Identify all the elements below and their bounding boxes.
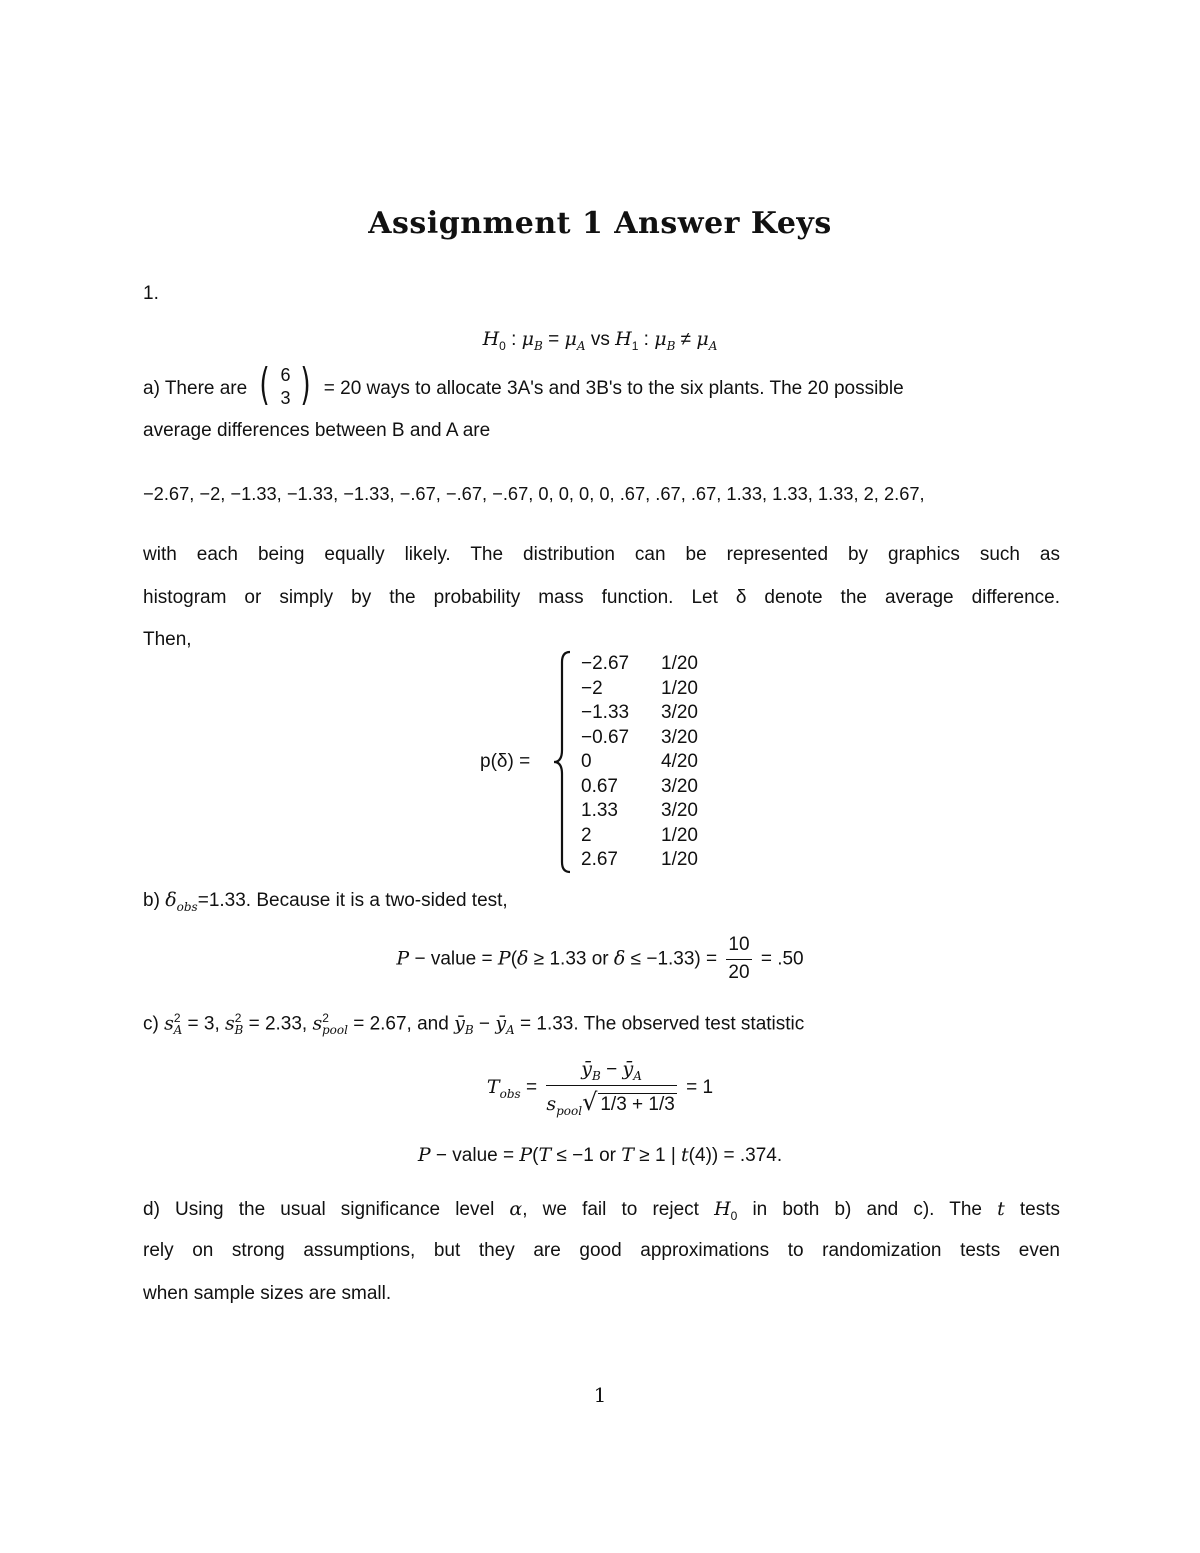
- pmf-value: −2.67: [581, 653, 630, 674]
- pmf-row: [581, 750, 721, 775]
- pmf-probability: 1/20: [661, 653, 698, 674]
- pmf-probability: 1/20: [661, 824, 698, 846]
- pmf-row: [581, 701, 721, 726]
- fraction-denominator: 20: [728, 961, 750, 983]
- part-c-pvalue-equation: P − value = P(T ≤ −1 or T ≥ 1 | t(4)) = .374.: [417, 1144, 783, 1166]
- part-a-line-4: histogram or simply by the probability mass function. Let δ denote the average difference.: [143, 587, 1060, 608]
- pmf-row: [581, 799, 721, 824]
- t-statistic-fraction: [546, 1058, 677, 1118]
- hypotheses-equation: $H_0$ : $\mu_B = \mu_A$ vs $H_1$ : $\mu_B \ne \mu_A$: [482, 328, 718, 353]
- part-b-pvalue-equation: P − value = P(δ ≥ 1.33 or δ ≤ −1.33) = $\frac{10}{20}$ = .50: [396, 934, 804, 983]
- part-c-text: c) $s^2_A = 3$, $s^2_B = 2.33$, $s^2_{pool} = 2.67$, and $ȳ_B$ − $ȳ_A = 1.33$. The observed test statistic: [143, 1011, 805, 1038]
- pmf-value: 0.67: [581, 775, 618, 797]
- pmf-value: −2: [581, 677, 603, 699]
- t-denominator: $s_{pool}√$ 1/3 + 1/3: [546, 1088, 675, 1118]
- page-title: Assignment 1 Answer Keys: [368, 206, 832, 241]
- binom-bottom: 3: [280, 388, 291, 408]
- pmf-row: [581, 824, 721, 849]
- pmf-row: [581, 775, 721, 800]
- pmf-row: [581, 848, 721, 873]
- pmf-row: [581, 726, 721, 751]
- part-a-line-5: Then,: [143, 629, 192, 650]
- binomial-coefficient: ( 6 3 ): [256, 365, 314, 413]
- binom-top: 6: [280, 365, 291, 385]
- pmf-probability: 1/20: [661, 849, 698, 870]
- part-d-line-3: when sample sizes are small.: [143, 1283, 392, 1304]
- t-result: = 1: [686, 1077, 714, 1099]
- t-numerator: $ȳ_B$ − $ȳ_A$: [546, 1058, 677, 1086]
- part-a-label: a) There are: [143, 378, 248, 400]
- pmf-value: −1.33: [581, 702, 630, 723]
- part-a-line-2: average differences between B and A are: [143, 420, 491, 441]
- pmf-probability: 3/20: [661, 702, 698, 723]
- fraction-numerator: 10: [726, 934, 751, 960]
- pmf-probability: 3/20: [661, 800, 698, 821]
- pmf-row: [581, 677, 721, 702]
- pvalue-result: = .50: [760, 948, 804, 970]
- pmf-probability: 3/20: [661, 775, 698, 797]
- pmf-value: −0.67: [581, 726, 630, 748]
- pmf-value: 1.33: [581, 800, 618, 821]
- page-number: 1: [593, 1383, 607, 1407]
- part-b-text: b) $\delta_{obs}=1.33$. Because it is a two-sided test,: [143, 889, 508, 914]
- pmf-value: 0: [581, 751, 592, 772]
- pmf-brace: [552, 650, 578, 874]
- t-statistic-equation: $T_{obs}$ = $\frac{ȳ_B - ȳ_A}{s_{pool}√ 1/3 + 1/3}$ = 1: [486, 1058, 714, 1118]
- average-differences-list: −2.67, −2, −1.33, −1.33, −1.33, −.67, −.67, −.67, 0, 0, 0, 0, .67, .67, .67, 1.33, 1.33, 1.33, 2, 2.67,: [143, 483, 925, 504]
- part-d-line-1: d) Using the usual significance level α, we fail to reject $H_0$ in both b) and c). The t tests: [143, 1198, 1060, 1223]
- pmf-value: 2: [581, 824, 592, 846]
- pmf-value: 2.67: [581, 849, 618, 870]
- part-a-line-3: with each being equally likely. The distribution can be represented by graphics such as: [143, 544, 1060, 565]
- pmf-probability: 4/20: [661, 751, 698, 772]
- part-d-line-2: rely on strong assumptions, but they are good approximations to randomization tests even: [143, 1240, 1060, 1261]
- pmf-table: [581, 652, 721, 873]
- pvalue-fraction: [726, 934, 751, 985]
- pmf-probability: 3/20: [661, 726, 698, 748]
- pmf-row: [581, 652, 721, 677]
- question-number: 1.: [143, 283, 159, 304]
- pmf-lhs: p(δ) =: [480, 751, 531, 772]
- pmf-probability: 1/20: [661, 677, 698, 699]
- part-a-line-1: [143, 359, 904, 413]
- part-a-line-1-rest: = 20 ways to allocate 3A's and 3B's to the six plants. The 20 possible: [323, 378, 904, 400]
